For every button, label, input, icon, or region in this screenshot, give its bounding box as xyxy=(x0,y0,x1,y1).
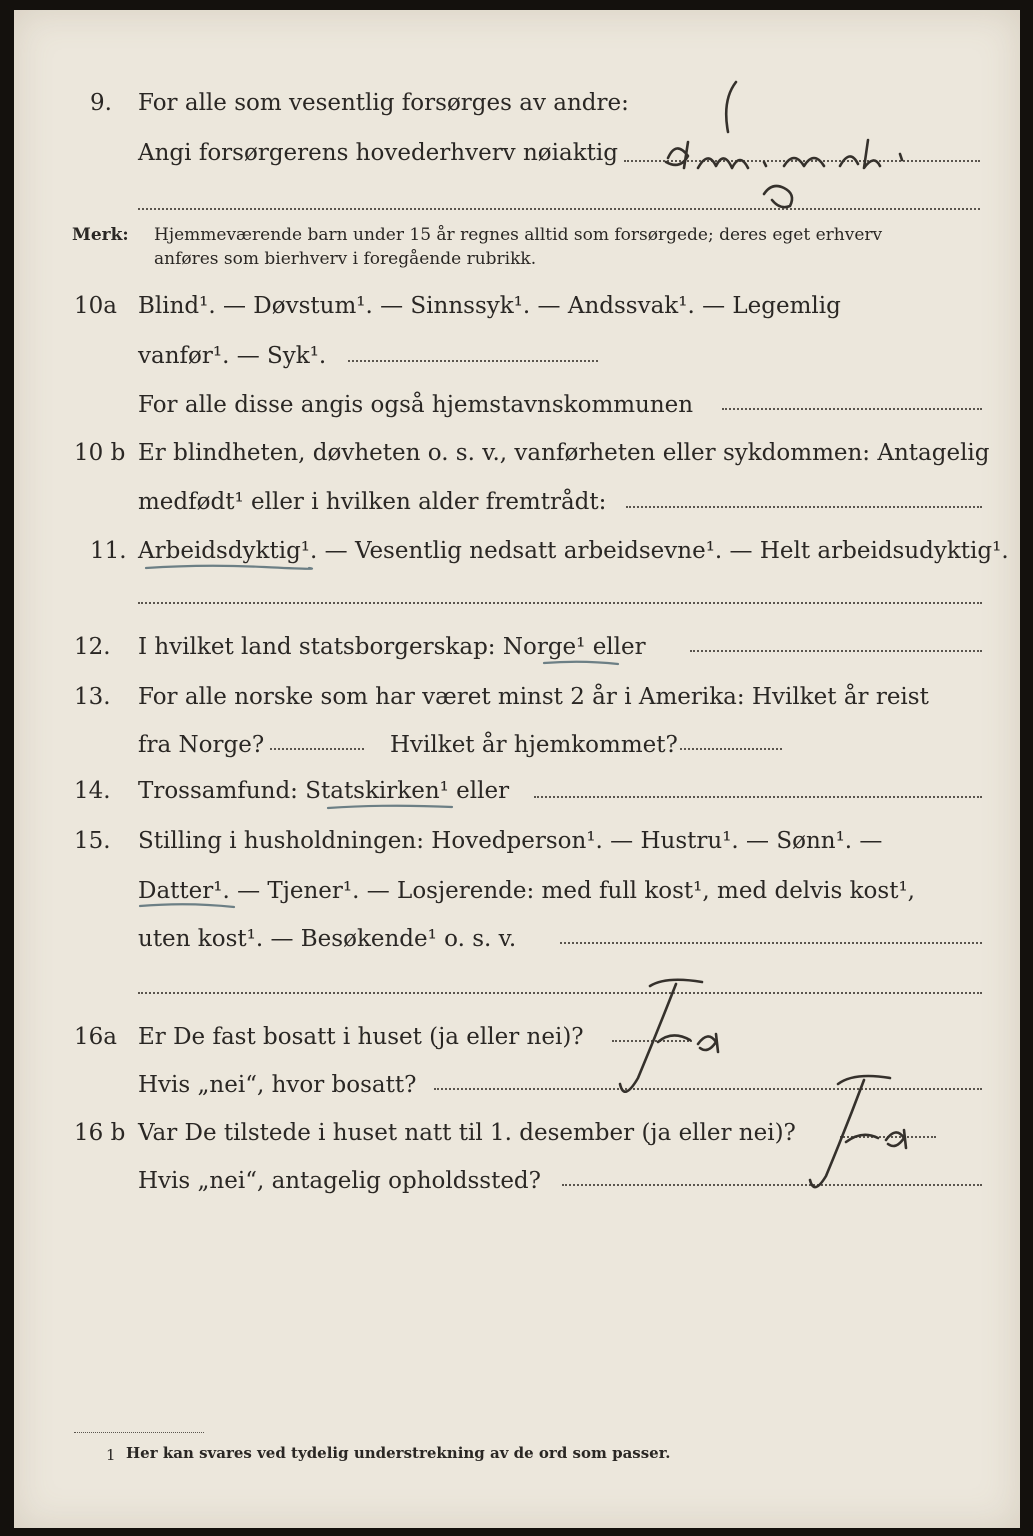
q14-number: 14. xyxy=(74,778,111,804)
handwriting-q16a-answer xyxy=(594,970,734,1120)
footnote-mark: 1 xyxy=(106,1446,116,1464)
q9-text-line1: For alle som vesentlig forsørges av andre: xyxy=(138,90,629,116)
q14-answer-line xyxy=(534,796,982,798)
q11-text-line1: Arbeidsdyktig¹. — Vesentlig nedsatt arbeidsevne¹. — Helt arbeidsudyktig¹. xyxy=(138,538,1009,564)
q14-underline-mark xyxy=(326,802,456,812)
footnote-text: Her kan svares ved tydelig understrekning av de ord som passer. xyxy=(126,1444,671,1462)
q13-text-line2a: fra Norge? xyxy=(138,732,265,758)
q13-departure-line xyxy=(270,748,364,750)
census-form-page xyxy=(14,10,1020,1528)
q15-number: 15. xyxy=(74,828,111,854)
q12-number: 12. xyxy=(74,634,111,660)
note-text-line1: Hjemmeværende barn under 15 år regnes alltid som forsørgede; deres eget erhverv xyxy=(154,225,883,245)
q11-answer-line xyxy=(138,602,982,604)
q11-number: 11. xyxy=(90,538,127,564)
q10a-number: 10a xyxy=(74,293,117,319)
q10a-hometown-line xyxy=(722,408,982,410)
q13-number: 13. xyxy=(74,684,111,710)
q12-underline-mark xyxy=(542,658,622,668)
q9-text-line2: Angi forsørgerens hovederhverv nøiaktig xyxy=(138,140,618,166)
q16b-text-line1: Var De tilstede i huset natt til 1. desember (ja eller nei)? xyxy=(138,1120,796,1146)
q10a-text-line1: Blind¹. — Døvstum¹. — Sinnssyk¹. — Andssvak¹. — Legemlig xyxy=(138,293,841,319)
q10b-number: 10 b xyxy=(74,440,126,466)
q12-text-line1: I hvilket land statsborgerskap: Norge¹ eller xyxy=(138,634,646,660)
q15-text-line3: uten kost¹. — Besøkende¹ o. s. v. xyxy=(138,926,517,952)
q16a-text-line1: Er De fast bosatt i huset (ja eller nei)? xyxy=(138,1024,584,1050)
q10a-answer-line xyxy=(348,360,598,362)
q15-answer-line2 xyxy=(138,992,982,994)
q11-underline-mark xyxy=(144,562,314,572)
q16b-text-line2: Hvis „nei“, antagelig opholdssted? xyxy=(138,1168,541,1194)
q16b-number: 16 b xyxy=(74,1120,126,1146)
q13-return-line xyxy=(680,748,782,750)
q10b-text-line2: medfødt¹ eller i hvilken alder fremtrådt: xyxy=(138,489,607,515)
q10a-text-line2: vanfør¹. — Syk¹. xyxy=(138,343,327,369)
q14-text-line1: Trossamfund: Statskirken¹ eller xyxy=(138,778,510,804)
handwriting-q16b-answer xyxy=(794,1064,934,1214)
q15-answer-line xyxy=(560,942,982,944)
q15-underline-mark xyxy=(138,900,238,912)
q10b-answer-line xyxy=(626,506,982,508)
note-text-line2: anføres som bierhverv i foregående rubrikk. xyxy=(154,249,537,269)
handwriting-q9-answer xyxy=(654,70,954,230)
q15-text-line1: Stilling i husholdningen: Hovedperson¹. — Hustru¹. — Sønn¹. — xyxy=(138,828,883,854)
q12-answer-line xyxy=(690,650,982,652)
q15-text-line2: Datter¹. — Tjener¹. — Losjerende: med full kost¹, med delvis kost¹, xyxy=(138,878,915,904)
footnote-divider xyxy=(74,1432,204,1433)
q13-text-line2b: Hvilket år hjemkommet? xyxy=(390,732,678,758)
q9-number: 9. xyxy=(90,90,112,116)
note-label: Merk: xyxy=(72,225,129,245)
q13-text-line1: For alle norske som har været minst 2 år i Amerika: Hvilket år reist xyxy=(138,684,929,710)
q10b-text-line1: Er blindheten, døvheten o. s. v., vanførheten eller sykdommen: Antagelig xyxy=(138,440,990,466)
q16a-text-line2: Hvis „nei“, hvor bosatt? xyxy=(138,1072,417,1098)
q16a-number: 16a xyxy=(74,1024,117,1050)
q10a-text-line3: For alle disse angis også hjemstavnskommunen xyxy=(138,392,694,418)
